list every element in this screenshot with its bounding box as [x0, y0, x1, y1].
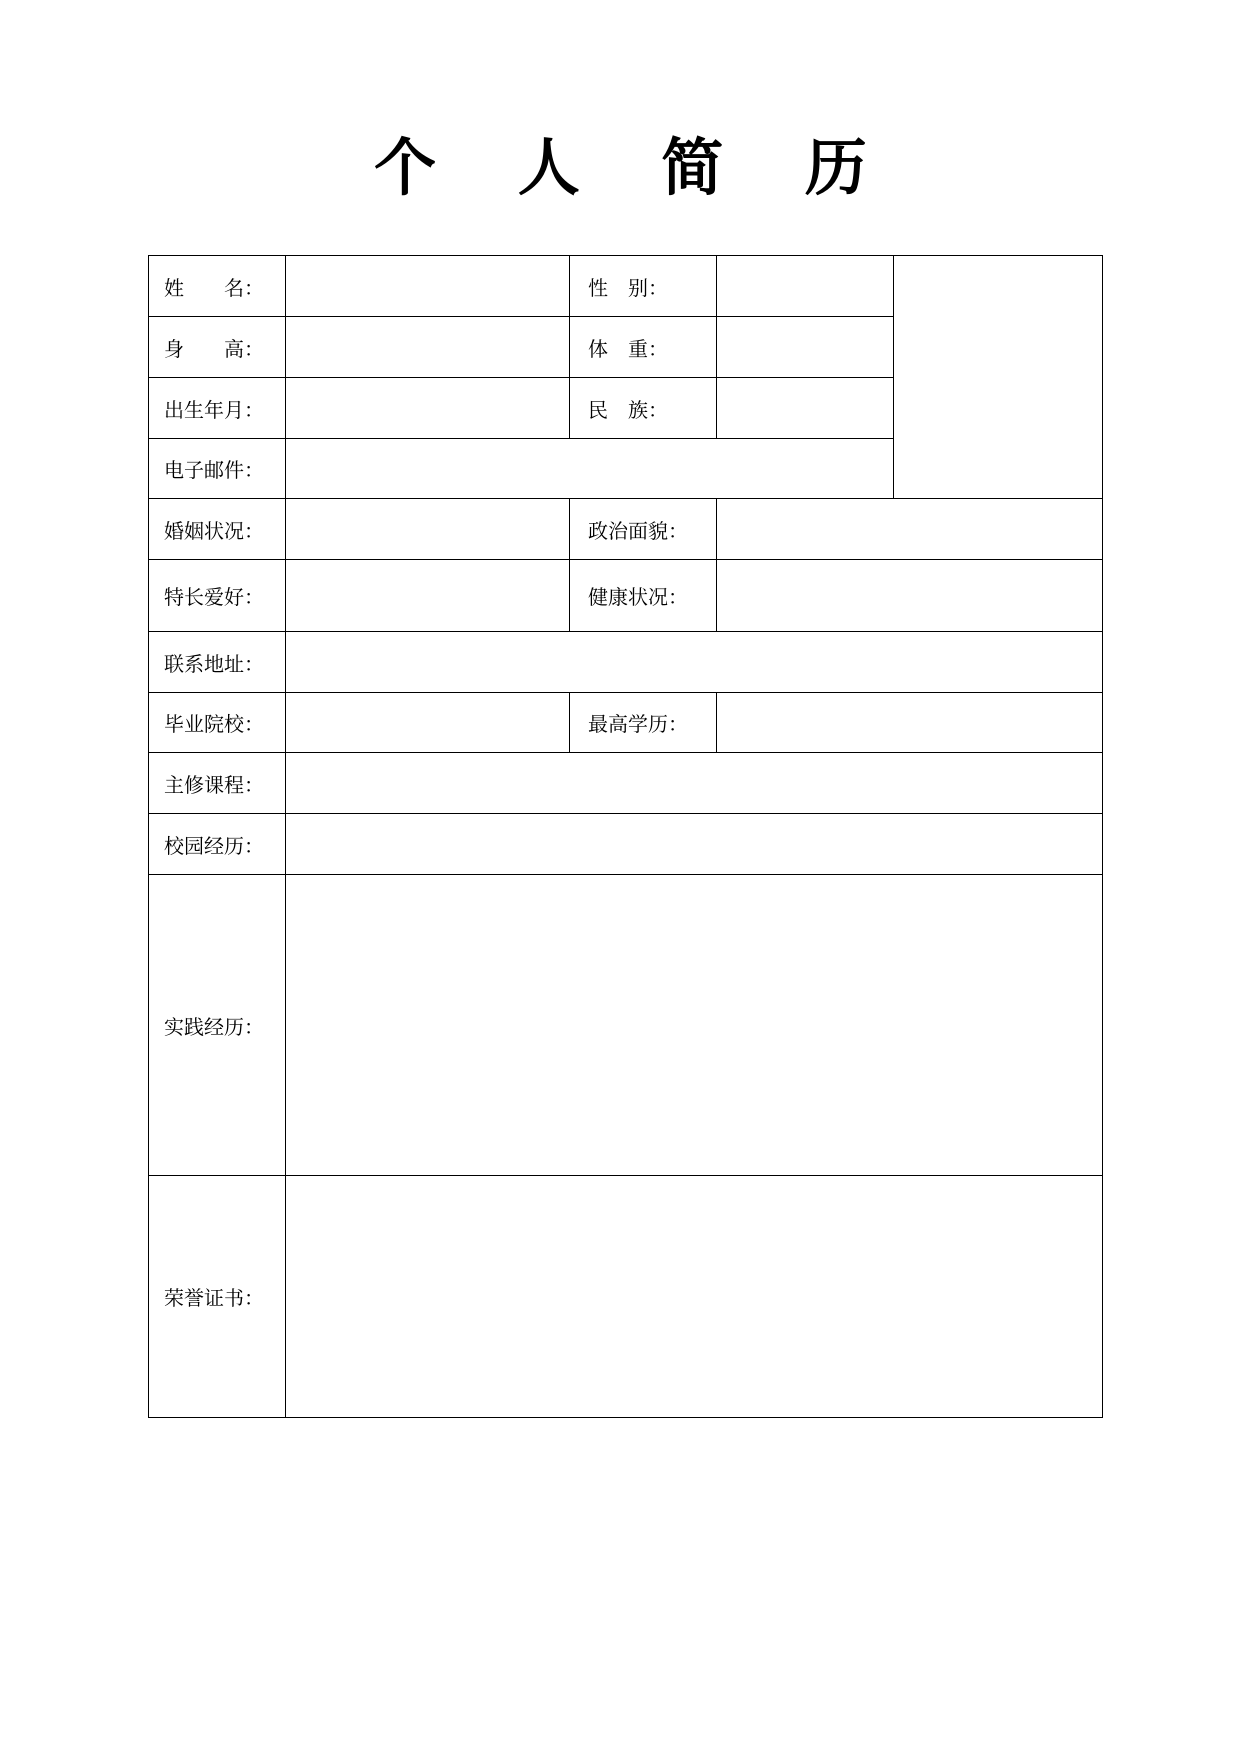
marital-label: 婚姻状况： — [149, 499, 286, 560]
honors-label: 荣誉证书： — [149, 1176, 286, 1418]
row-honors — [149, 1176, 1103, 1418]
practice-field[interactable] — [286, 875, 1103, 1176]
health-field[interactable] — [717, 560, 1103, 632]
row-campus — [149, 814, 1103, 875]
address-label: 联系地址： — [149, 632, 286, 693]
row-hobbies — [149, 560, 1103, 632]
photo-box[interactable] — [894, 256, 1103, 499]
honors-field[interactable] — [286, 1176, 1103, 1418]
row-school — [149, 693, 1103, 753]
address-field[interactable] — [286, 632, 1103, 693]
education-label: 最高学历： — [570, 693, 717, 753]
birth-label: 出生年月： — [149, 378, 286, 439]
gender-label: 性 别： — [570, 256, 717, 317]
row-marital — [149, 499, 1103, 560]
marital-field[interactable] — [286, 499, 570, 560]
resume-table — [148, 255, 1103, 1418]
hobbies-label: 特长爱好： — [149, 560, 286, 632]
courses-label: 主修课程： — [149, 753, 286, 814]
row-courses — [149, 753, 1103, 814]
email-field[interactable] — [286, 439, 894, 499]
education-field[interactable] — [717, 693, 1103, 753]
ethnicity-label: 民 族： — [570, 378, 717, 439]
height-label: 身 高： — [149, 317, 286, 378]
page-title: 个 人 简 历 — [374, 131, 897, 204]
school-label: 毕业院校： — [149, 693, 286, 753]
name-label: 姓 名： — [149, 256, 286, 317]
row-practice — [149, 875, 1103, 1176]
row-address — [149, 632, 1103, 693]
weight-field[interactable] — [717, 317, 894, 378]
political-field[interactable] — [717, 499, 1103, 560]
school-field[interactable] — [286, 693, 570, 753]
weight-label: 体 重： — [570, 317, 717, 378]
email-label: 电子邮件： — [149, 439, 286, 499]
ethnicity-field[interactable] — [717, 378, 894, 439]
hobbies-field[interactable] — [286, 560, 570, 632]
campus-label: 校园经历： — [149, 814, 286, 875]
health-label: 健康状况： — [570, 560, 717, 632]
birth-field[interactable] — [286, 378, 570, 439]
name-field[interactable] — [286, 256, 570, 317]
height-field[interactable] — [286, 317, 570, 378]
gender-field[interactable] — [717, 256, 894, 317]
campus-field[interactable] — [286, 814, 1103, 875]
row-name — [149, 256, 1103, 317]
courses-field[interactable] — [286, 753, 1103, 814]
practice-label: 实践经历： — [149, 875, 286, 1176]
political-label: 政治面貌： — [570, 499, 717, 560]
